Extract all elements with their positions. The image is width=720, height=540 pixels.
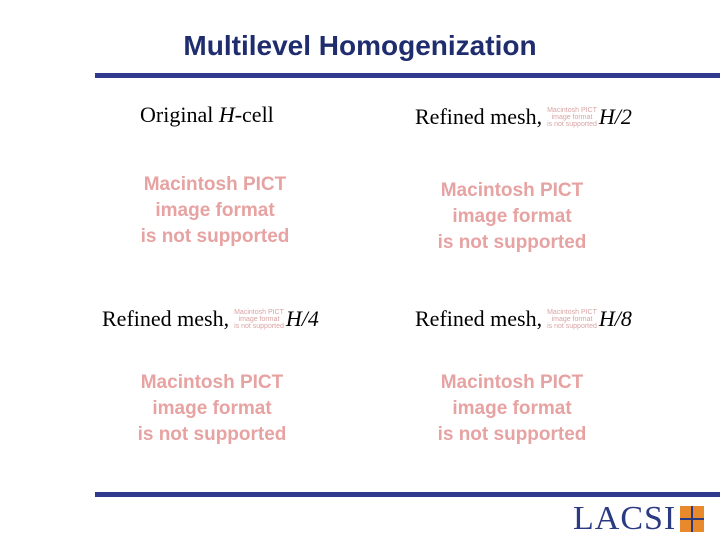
mini-line2: image format [551,113,593,121]
label-prefix: Refined mesh, [415,306,543,331]
pict-line2: image format [452,206,572,227]
pict-line1: Macintosh PICT [140,372,284,393]
inline-pict-placeholder [547,309,597,330]
label-italic: H/4 [285,306,319,331]
label-refined-h8 [415,306,632,332]
mini-line3: is not supported [234,322,284,330]
label-prefix: Refined mesh, [102,306,230,331]
mini-line2: image format [238,315,280,323]
label-italic: H/2 [598,104,632,129]
pict-line3: is not supported [437,424,587,445]
label-italic: H/8 [598,306,632,331]
label-original-h-cell [140,102,274,128]
pict-line1: Macintosh PICT [440,180,584,201]
label-refined-h4 [102,306,319,332]
top-rule [95,73,720,78]
pict-line2: image format [152,398,272,419]
mini-line1: Macintosh PICT [547,106,597,114]
pict-line1: Macintosh PICT [440,372,584,393]
inline-pict-placeholder [547,107,597,128]
slide-title: Multilevel Homogenization [183,30,537,61]
mini-line1: Macintosh PICT [234,308,284,316]
lacsi-logo [573,500,703,538]
label-prefix: Original [140,102,214,127]
inline-pict-placeholder [234,309,284,330]
mini-line1: Macintosh PICT [547,308,597,316]
label-prefix: Refined mesh, [415,104,543,129]
pict-line3: is not supported [437,232,587,253]
label-refined-h2 [415,104,632,130]
mini-line3: is not supported [547,120,597,128]
pict-line1: Macintosh PICT [143,174,287,195]
pict-line2: image format [155,200,275,221]
mini-line3: is not supported [547,322,597,330]
pict-line3: is not supported [140,226,290,247]
label-suffix: -cell [234,102,274,127]
label-italic: H [218,102,235,127]
bottom-rule [95,492,720,497]
pict-placeholder-h2 [437,178,587,256]
pict-line3: is not supported [137,424,287,445]
pict-placeholder-original [140,172,290,250]
mini-line2: image format [551,315,593,323]
logo-text: LACSI [573,500,677,537]
pict-placeholder-h4 [137,370,287,448]
cross-mark-icon [680,506,703,532]
pict-line2: image format [452,398,572,419]
pict-placeholder-h8 [437,370,587,448]
